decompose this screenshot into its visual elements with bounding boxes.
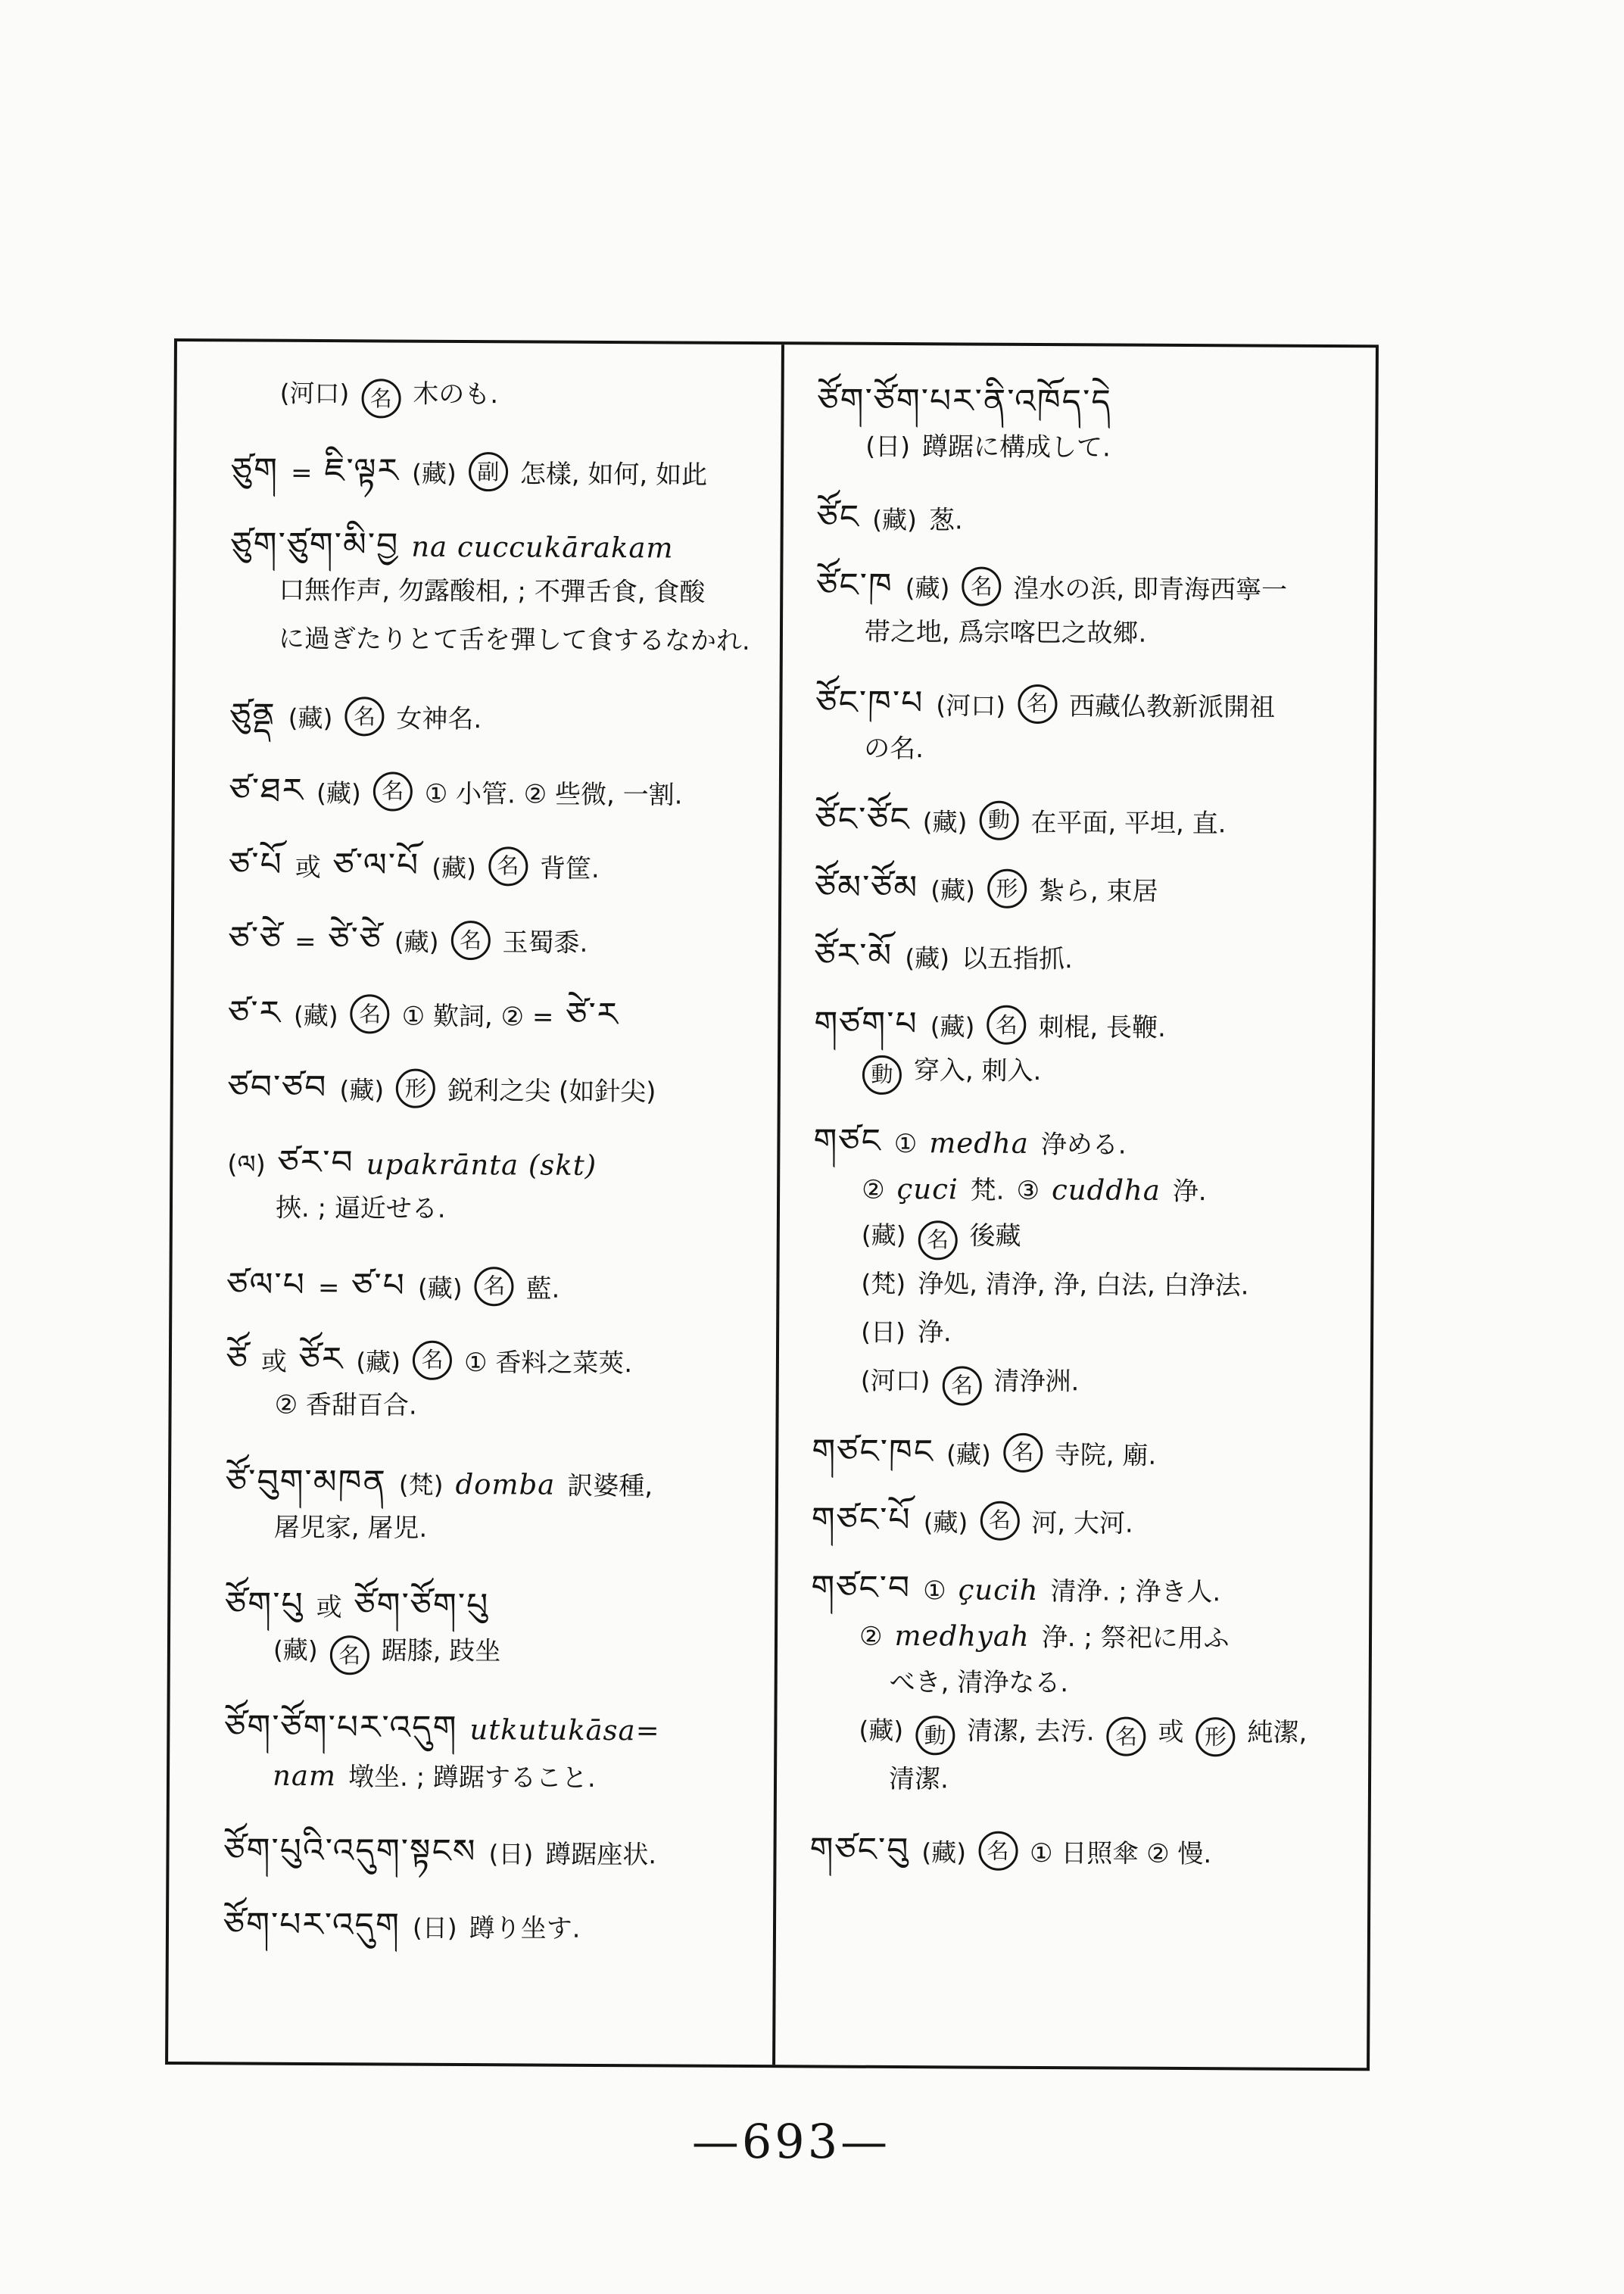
tibetan-headword: གཙང་བ [811, 1568, 912, 1608]
tibetan-headword: ཙར་བ [277, 1142, 354, 1182]
part-of-speech-badge: 名 [918, 1220, 957, 1260]
entry-line [226, 1333, 756, 1388]
dictionary-entry [815, 930, 1361, 985]
tibetan-headword: ཙོམ་ཙོམ [815, 868, 919, 908]
source-marker: (藏) [394, 927, 439, 957]
entry-line [890, 1663, 1357, 1713]
latin-transliteration: upakrānta (skt) [366, 1147, 597, 1182]
circled-number: ② [862, 1174, 885, 1205]
tibetan-headword: ཙ་ཙེ [228, 919, 283, 958]
source-marker: (藏) [316, 778, 361, 808]
source-marker: (藏) [861, 1220, 906, 1250]
definition-text: 帯之地, 爲宗喀巴之故郷. [864, 616, 1147, 649]
tibetan-headword: ཙེ་ཙེ [328, 920, 382, 959]
definition-text: (ལ) [227, 1149, 266, 1180]
dictionary-entry [231, 444, 761, 499]
latin-transliteration: domba [455, 1468, 556, 1501]
entry-line [226, 1259, 756, 1314]
circled-number: ② [859, 1622, 883, 1653]
entry-line [276, 1188, 757, 1239]
entry-line [227, 1136, 757, 1191]
tibetan-headword: ཙོ་བུག་མཁན [225, 1462, 387, 1502]
tibetan-headword: ཙ་ལ་པོ [332, 845, 420, 885]
tibetan-headword: ཙལ་པ [226, 1265, 307, 1304]
definition-text: 清浄洲. [993, 1366, 1080, 1397]
part-of-speech-badge: 動 [979, 800, 1018, 840]
definition-text: 藍. [525, 1273, 560, 1304]
entry-line [816, 560, 1362, 615]
definition-text: 背筐. [539, 853, 600, 884]
part-of-speech-badge: 名 [373, 771, 413, 811]
source-marker: (日) [488, 1838, 534, 1869]
definition-text: = [294, 926, 316, 957]
definition-text: 墩坐. ; 蹲踞すること. [348, 1761, 596, 1794]
source-marker: (日) [865, 431, 911, 462]
definition-text: 在平面, 平坦, 直. [1030, 807, 1227, 840]
tibetan-headword: ཇི་ལྟར [324, 451, 401, 491]
entry-line [815, 930, 1361, 985]
entry-line [859, 1711, 1356, 1762]
latin-transliteration: çucih [958, 1573, 1039, 1607]
circled-number: ① [893, 1128, 918, 1159]
entry-line [274, 1385, 756, 1436]
definition-text: 屠児家, 屠児. [273, 1512, 428, 1544]
entry-line [809, 1825, 1355, 1879]
part-of-speech-badge: 名 [450, 921, 490, 960]
tibetan-headword: གཙག་པ [814, 1004, 918, 1044]
dictionary-entry [224, 1702, 755, 1805]
tibetan-headword: གཙང་ཁང [812, 1432, 935, 1471]
part-of-speech-badge: 名 [987, 1005, 1026, 1045]
entry-line [274, 1508, 756, 1559]
source-marker: (梵) [398, 1470, 444, 1500]
latin-transliteration: na cuccukārakam [411, 530, 674, 565]
definition-text: ② 香甜百合. [274, 1389, 417, 1421]
tibetan-headword: ཙུག་ཙུག་མི་བྱ [230, 525, 400, 565]
source-marker: (藏) [922, 806, 968, 837]
definition-text: = [290, 457, 313, 488]
source-marker: (藏) [273, 1635, 318, 1666]
latin-transliteration: nam [272, 1759, 337, 1792]
dictionary-entry [815, 677, 1362, 780]
definition-text: 浄. ; 祭祀に用ふ [1041, 1622, 1230, 1654]
dictionary-entry [225, 1579, 756, 1682]
entry-line [279, 374, 761, 425]
definition-text: 木のも. [413, 379, 499, 410]
dictionary-entry [231, 373, 761, 425]
entry-line [815, 677, 1361, 731]
dictionary-entry [809, 1825, 1355, 1879]
part-of-speech-badge: 名 [980, 1501, 1019, 1541]
definition-text: ① 日照傘 ② 慢. [1029, 1838, 1212, 1870]
entry-line [814, 999, 1360, 1053]
definition-text: 或 [260, 1346, 288, 1377]
part-of-speech-badge: 名 [351, 994, 390, 1033]
entry-line [864, 729, 1361, 780]
tibetan-headword: ཙོང་ཙོང [815, 799, 911, 839]
dictionary-entry [815, 793, 1361, 848]
dictionary-entry [817, 375, 1364, 478]
source-marker: (藏) [356, 1347, 401, 1377]
definition-text: に過ぎたりとて舌を彈して食するなかれ. [278, 624, 750, 657]
left-column [168, 341, 781, 2065]
dictionary-entry [226, 1259, 756, 1314]
part-of-speech-badge: 名 [361, 379, 401, 418]
definition-text: 葱. [928, 505, 963, 536]
definition-text: 蹲踞に構成して. [921, 432, 1111, 463]
tibetan-headword: ཙོག་པུ [225, 1585, 304, 1625]
tibetan-headword: ཙོ [226, 1339, 250, 1379]
tibetan-headword: ཙོག་པར་འདུག [223, 1905, 401, 1945]
tibetan-headword: ཙོར་མོ [814, 936, 893, 976]
tibetan-headword: གཙང [813, 1121, 882, 1161]
source-marker: (藏) [293, 1000, 338, 1031]
definition-text: 浄. [1172, 1176, 1207, 1207]
part-of-speech-badge: 名 [344, 697, 384, 737]
definition-text: の名. [864, 733, 924, 764]
source-marker: (日) [861, 1317, 906, 1347]
part-of-speech-badge: 名 [330, 1636, 369, 1675]
dictionary-entry [816, 560, 1363, 663]
part-of-speech-badge: 名 [413, 1341, 452, 1380]
source-marker: (藏) [859, 1716, 904, 1746]
entry-line [230, 519, 760, 574]
definition-text: 或 [316, 1592, 342, 1623]
definition-text: 清潔. [888, 1764, 949, 1795]
tibetan-headword: ཙོང་ཁ [816, 566, 893, 606]
source-marker: (梵) [861, 1268, 906, 1298]
dictionary-entry [814, 999, 1361, 1102]
entry-line [273, 1631, 755, 1682]
tibetan-headword: ཙབ་ཙབ [227, 1068, 328, 1108]
definition-text: 怎樣, 如何, 如此 [519, 459, 708, 491]
entry-line [229, 690, 759, 745]
dictionary-entry [226, 1333, 756, 1436]
part-of-speech-badge: 名 [962, 567, 1001, 606]
entry-line [223, 1825, 753, 1879]
dictionary-entry [227, 1136, 758, 1239]
definition-text: 浄処, 清浄, 浄, 白法, 白浄法. [918, 1268, 1249, 1301]
part-of-speech-badge: 動 [862, 1055, 902, 1094]
part-of-speech-badge: 名 [978, 1831, 1018, 1871]
entry-line [273, 1753, 754, 1804]
tibetan-headword: ཙོག་པུའི་འདུག་སྟངས [223, 1830, 477, 1871]
tibetan-headword: ཙེ་ར [566, 995, 620, 1035]
source-marker: (藏) [946, 1439, 991, 1470]
entry-line [862, 1050, 1360, 1101]
dictionary-entry [229, 913, 759, 968]
dictionary-entry [223, 1899, 753, 1953]
definition-text: 女神名. [396, 703, 482, 735]
source-marker: (藏) [930, 875, 976, 905]
definition-text: 湟水の浜, 即青海西寧一 [1013, 574, 1288, 606]
tibetan-headword: ཙོང [816, 497, 861, 537]
entry-line [861, 1264, 1358, 1314]
entry-line [229, 765, 759, 819]
source-marker: (藏) [411, 458, 457, 488]
definition-text: 紮ら, 束居 [1038, 875, 1158, 907]
tibetan-headword: ཙ་པ [351, 1265, 407, 1305]
definition-text: 寺院, 廟. [1054, 1439, 1157, 1471]
definition-text: 清潔, 去汚. [967, 1716, 1095, 1747]
tibetan-headword: ཙ་ར [228, 993, 282, 1033]
entry-line [226, 1456, 756, 1510]
dictionary-entry [815, 862, 1361, 916]
definition-text: 清浄. ; 浄き人. [1050, 1576, 1221, 1608]
tibetan-headword: ཙོག་ཙོག་པར་འདུག [224, 1707, 458, 1748]
source-marker: (藏) [288, 703, 333, 734]
definition-text: 西藏仏教新派開祖 [1068, 690, 1276, 723]
tibetan-headword: ཙུནྡ [229, 696, 276, 736]
entry-line [865, 612, 1362, 662]
dictionary-entry [812, 1426, 1357, 1480]
source-marker: (藏) [872, 505, 917, 535]
definition-text: 或 [1158, 1717, 1184, 1748]
source-marker: (河口) [860, 1365, 930, 1395]
definition-text: 蹲踞座状. [545, 1839, 657, 1870]
source-marker: (藏) [339, 1075, 385, 1105]
entry-line [889, 1759, 1356, 1810]
definition-text: ① 小管. ② 些微, 一割. [424, 778, 683, 811]
entry-line [813, 1115, 1359, 1170]
dictionary-entry [226, 1456, 756, 1559]
part-of-speech-badge: 形 [987, 869, 1027, 909]
definition-text: 口無作声, 勿露酸相, ; 不彈舌食, 食酸 [279, 575, 706, 609]
entry-line [812, 1494, 1357, 1548]
tibetan-headword: གཙང་བུ [809, 1830, 910, 1870]
circled-number: ③ [1016, 1175, 1040, 1206]
entry-line [229, 839, 759, 893]
part-of-speech-badge: 名 [1018, 684, 1057, 723]
entry-line [811, 1562, 1357, 1616]
definition-text: 純潔, [1247, 1717, 1308, 1749]
entry-line [279, 619, 760, 670]
dictionary-entry [229, 765, 759, 819]
source-marker: (日) [412, 1912, 457, 1943]
source-marker: (藏) [921, 1837, 967, 1868]
part-of-speech-badge: 副 [469, 452, 508, 491]
entry-line [279, 571, 760, 622]
tibetan-headword: ཙ་ཐར [229, 770, 305, 810]
definition-text: = [317, 1272, 340, 1303]
entry-line [862, 1215, 1359, 1266]
dictionary-entry [230, 519, 761, 671]
dictionary-entry [228, 1062, 758, 1117]
entry-line [815, 793, 1361, 848]
latin-transliteration: çuci [896, 1172, 959, 1206]
definition-text: 梵. [970, 1175, 1005, 1206]
definition-text: 浄める. [1040, 1129, 1127, 1161]
definition-text: 鋭利之尖 (如針尖) [447, 1076, 656, 1108]
source-marker: (藏) [432, 852, 477, 883]
dictionary-entry [817, 492, 1363, 547]
definition-text: 以五指抓. [961, 943, 1073, 975]
dictionary-entry [228, 988, 758, 1043]
entry-line [228, 1062, 758, 1117]
source-marker: (藏) [930, 1011, 975, 1042]
part-of-speech-badge: 名 [1106, 1717, 1146, 1756]
definition-text: 或 [295, 852, 321, 883]
source-marker: (藏) [417, 1273, 463, 1303]
entry-line [815, 862, 1361, 916]
entry-line [223, 1899, 753, 1953]
entry-line [817, 375, 1363, 429]
definition-text: 訳婆種, [567, 1470, 653, 1502]
dictionary-entry [810, 1562, 1357, 1810]
part-of-speech-badge: 名 [1003, 1433, 1043, 1473]
definition-text: 挾. ; 逼近せる. [275, 1192, 446, 1224]
entry-line [859, 1614, 1357, 1665]
source-marker: (藏) [905, 943, 950, 974]
latin-transliteration: medhyah [894, 1619, 1030, 1653]
entry-line [228, 988, 758, 1043]
definition-text: ① 香料之菜莢. [463, 1347, 633, 1379]
part-of-speech-badge: 形 [396, 1069, 435, 1108]
tibetan-headword: ཙོང་ཁ་པ [815, 683, 924, 722]
entry-line [861, 1312, 1358, 1363]
definition-text: ① 歎詞, ② = [401, 1001, 554, 1033]
dictionary-entry [229, 839, 759, 893]
latin-transliteration: medha [929, 1126, 1029, 1160]
definition-text: べき, 清浄なる. [889, 1667, 1069, 1699]
definition-text: 穿入, 刺入. [913, 1055, 1042, 1086]
entry-line [865, 427, 1363, 478]
entry-line [861, 1361, 1358, 1411]
dictionary-entry [229, 690, 759, 745]
right-column [775, 344, 1376, 2068]
part-of-speech-badge: 名 [488, 846, 528, 886]
source-marker: (藏) [923, 1507, 968, 1538]
source-marker: (河口) [936, 690, 1006, 721]
tibetan-headword: ཙུག [230, 450, 279, 490]
dictionary-entry [223, 1825, 753, 1879]
entry-line [862, 1167, 1359, 1217]
part-of-speech-badge: 名 [942, 1366, 981, 1405]
tibetan-headword: ཙོག་ཙོག་པར་ནི་འཁོད་དེ [817, 381, 1112, 422]
content-frame [165, 338, 1379, 2071]
latin-transliteration: cuddha [1051, 1173, 1161, 1207]
source-marker: (河口) [279, 378, 350, 409]
part-of-speech-badge: 名 [475, 1267, 514, 1306]
entry-line [812, 1426, 1357, 1480]
tibetan-headword: ཙ་པོ [229, 845, 283, 884]
definition-text: 後藏 [969, 1220, 1021, 1251]
entry-line [817, 492, 1363, 547]
definition-text: 蹲り坐す. [469, 1912, 581, 1944]
definition-text: 河, 大河. [1031, 1507, 1133, 1539]
circled-number: ① [923, 1576, 946, 1607]
definition-text: 刺棍, 長鞭. [1038, 1012, 1166, 1044]
source-marker: (藏) [905, 573, 950, 603]
definition-text: 踞膝, 跂坐 [381, 1635, 501, 1667]
entry-line [224, 1702, 754, 1756]
entry-line [225, 1579, 755, 1634]
entry-line [229, 913, 759, 968]
definition-text: 浄. [917, 1317, 952, 1348]
dictionary-entry [812, 1494, 1357, 1548]
definition-text: 玉蜀黍. [502, 927, 588, 958]
tibetan-headword: གཙང་པོ [811, 1500, 912, 1539]
entry-line [231, 444, 761, 499]
dictionary-entry [812, 1115, 1360, 1412]
tibetan-headword: ཙོག་ཙོག་པུ [354, 1585, 490, 1625]
part-of-speech-badge: 動 [915, 1716, 955, 1755]
page-number: —693— [691, 2114, 891, 2169]
part-of-speech-badge: 形 [1195, 1717, 1235, 1756]
latin-transliteration: utkutukāsa= [469, 1713, 660, 1747]
tibetan-headword: ཙོར [298, 1339, 344, 1379]
